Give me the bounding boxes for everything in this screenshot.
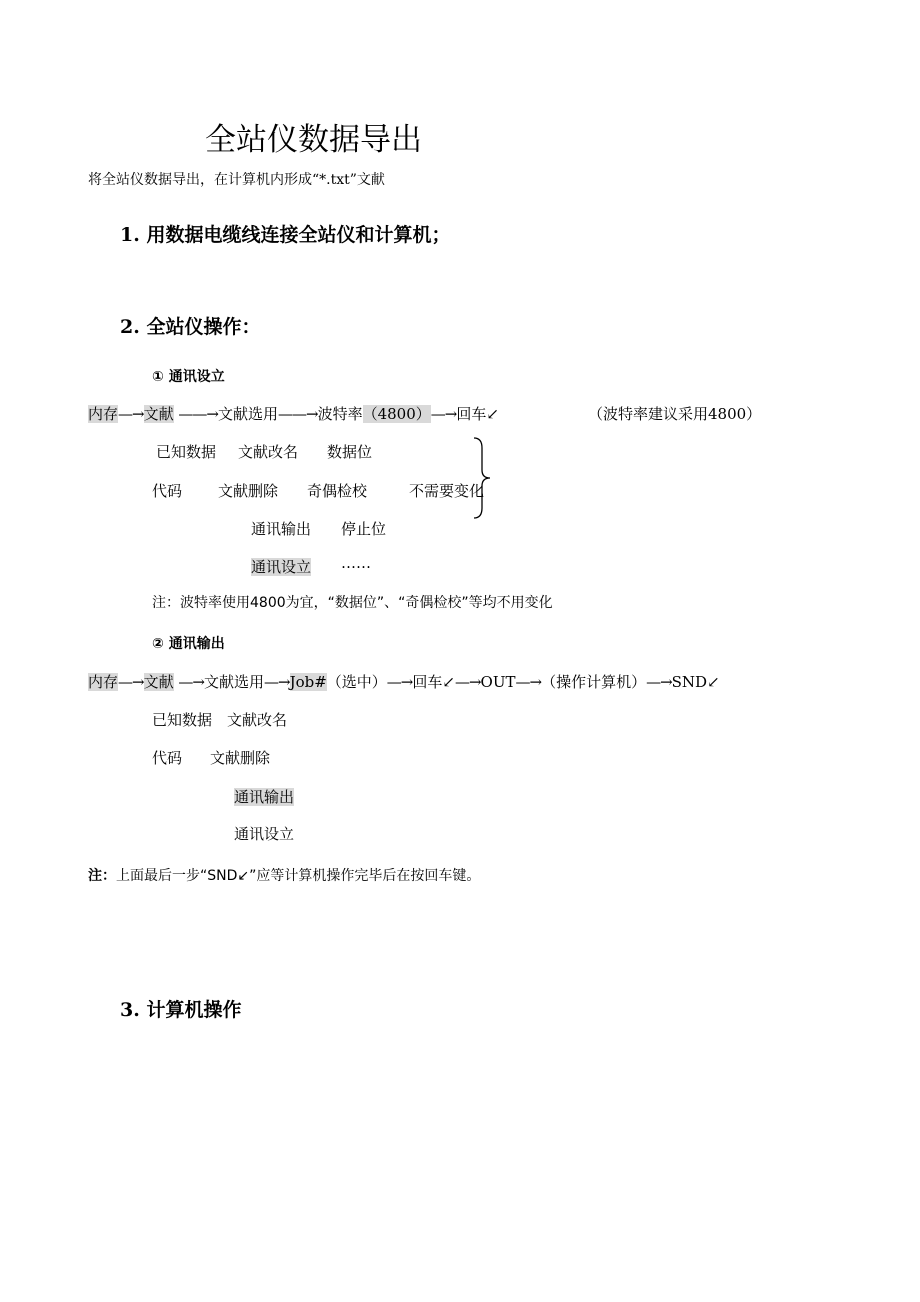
flow-baud: 波特率 <box>317 405 363 423</box>
menu-file-delete-2: 文献删除 <box>210 749 271 767</box>
comm-setup-flow <box>88 403 499 424</box>
baud-advice: （波特率建议采用4800） <box>588 405 762 423</box>
flow-memory: 内存 <box>88 405 119 423</box>
intro-text: 将全站仪数据导出，在计算机内形成“*.txt”文献 <box>88 172 385 188</box>
flow-file-select: 文献选用 <box>203 673 264 691</box>
menu-code: 代码 <box>152 482 183 500</box>
flow-out: OUT <box>480 673 516 691</box>
flow-enter: 回车↙ <box>456 405 499 423</box>
flow-baud-value: （4800） <box>362 405 431 423</box>
arrow: —→ <box>386 673 413 691</box>
menu-parity: 奇偶检校 <box>307 482 368 500</box>
flow-file: 文献 <box>143 673 174 691</box>
menu-file-delete: 文献删除 <box>218 482 279 500</box>
menu-known-data-2: 已知数据 <box>152 711 213 729</box>
menu-file-rename-2: 文献改名 <box>227 711 288 729</box>
section-2-heading: 2. 全站仪操作： <box>120 316 261 338</box>
comm-setup-heading: ① 通讯设立 <box>152 369 225 385</box>
arrow: —→ <box>178 673 204 691</box>
menu-file-rename: 文献改名 <box>238 443 299 461</box>
section-3-heading: 3. 计算机操作 <box>120 999 242 1021</box>
arrow: —→ <box>263 673 290 691</box>
flow-job: Job# <box>289 673 327 691</box>
flow-snd: SND↙ <box>671 673 720 691</box>
arrow: —→ <box>646 673 672 691</box>
arrow: —→ <box>454 673 481 691</box>
menu-stop-bit: 停止位 <box>341 520 387 538</box>
menu-ellipsis: …… <box>341 554 371 572</box>
flow-operate-computer: （操作计算机） <box>541 673 647 691</box>
flow-file: 文献 <box>143 405 174 423</box>
arrow: ——→ <box>178 405 218 423</box>
arrow: —→ <box>515 673 542 691</box>
menu-comm-output: 通讯输出 <box>251 520 312 538</box>
section-1-heading: 1. 用数据电缆线连接全站仪和计算机； <box>120 224 451 246</box>
flow-selected: （选中） <box>326 673 387 691</box>
arrow: —→ <box>118 405 144 423</box>
menu-comm-setup-2: 通讯设立 <box>234 825 295 843</box>
flow-enter: 回车↙ <box>412 673 455 691</box>
output-note: 注：上面最后一步“SND↙”应等计算机操作完毕后在按回车键。 <box>88 868 481 884</box>
menu-no-change: 不需要变化 <box>409 482 485 500</box>
setup-note: 注：波特率使用4800为宜，“数据位”、“奇偶检校”等均不用变化 <box>152 595 553 611</box>
arrow: —→ <box>118 673 144 691</box>
comm-output-flow <box>88 671 720 692</box>
brace-icon <box>470 436 494 520</box>
flow-file-select: 文献选用 <box>217 405 278 423</box>
menu-comm-setup: 通讯设立 <box>251 558 312 576</box>
flow-memory: 内存 <box>88 673 119 691</box>
menu-data-bits: 数据位 <box>327 443 373 461</box>
comm-output-heading: ② 通讯输出 <box>152 636 225 652</box>
page-title: 全站仪数据导出 <box>205 122 422 158</box>
menu-comm-output-2: 通讯输出 <box>234 788 295 806</box>
menu-known-data: 已知数据 <box>156 443 217 461</box>
arrow: ——→ <box>277 405 318 423</box>
arrow: —→ <box>430 405 457 423</box>
menu-code-2: 代码 <box>152 749 183 767</box>
